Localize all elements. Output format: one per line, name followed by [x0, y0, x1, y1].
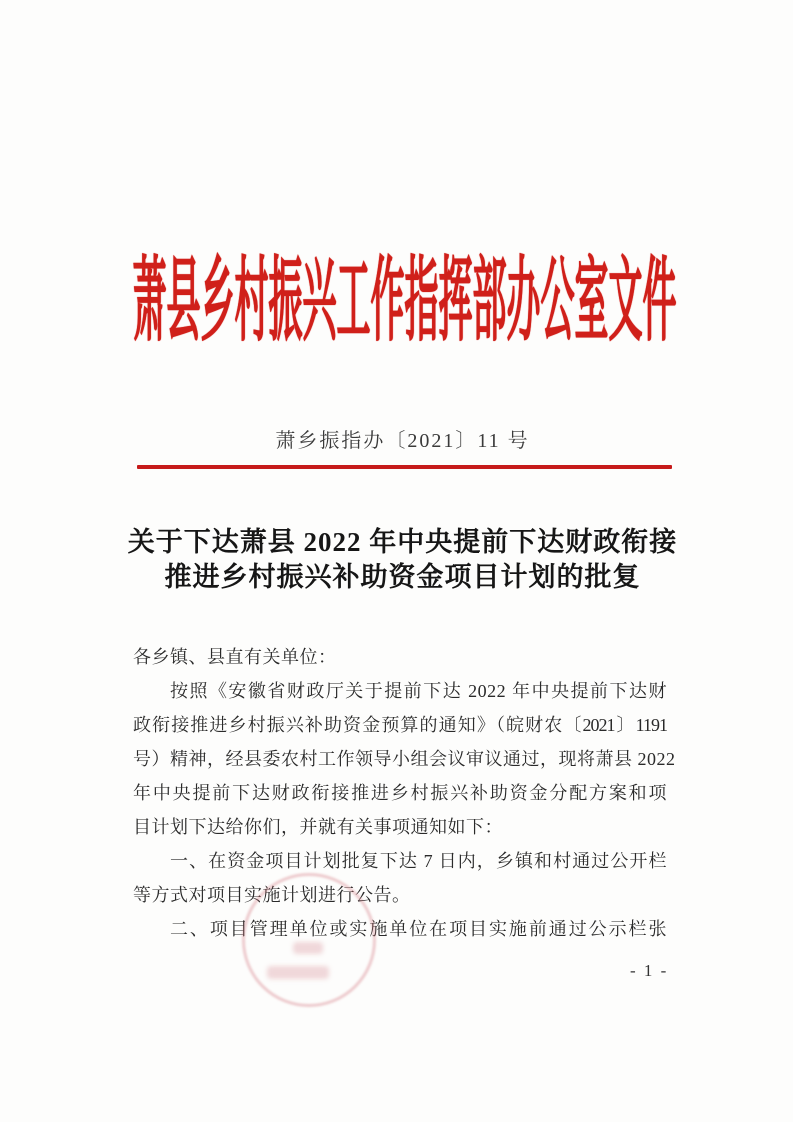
document-number: 萧乡振指办〔2021〕11 号 — [275, 430, 530, 452]
document-title — [0, 525, 793, 595]
faint-official-seal — [242, 873, 376, 1007]
body-line: 等方式对项目实施计划进行公告。 — [133, 885, 411, 905]
org-title-text: 萧县乡村振兴工作指挥部办公室文件 — [132, 253, 677, 354]
body-line: 年中央提前下达财政衔接推进乡村振兴补助资金分配方案和项 — [133, 783, 667, 803]
document-body — [133, 640, 676, 946]
document-title-line1: 关于下达萧县 2022 年中央提前下达财政衔接 — [127, 527, 678, 557]
red-header-masthead — [0, 253, 793, 354]
seal-smudge — [267, 966, 329, 979]
page-number: - 1 - — [630, 961, 669, 980]
red-divider-rule — [137, 465, 672, 469]
body-line: 二、项目管理单位或实施单位在项目实施前通过公示栏张 — [170, 919, 667, 939]
body-line: 一、在资金项目计划批复下达 7 日内，乡镇和村通过公开栏 — [170, 851, 667, 871]
body-salutation: 各乡镇、县直有关单位： — [133, 647, 337, 667]
body-line: 按照《安徽省财政厅关于提前下达 2022 年中央提前下达财 — [170, 681, 667, 701]
seal-smudge — [293, 942, 323, 954]
body-line: 政衔接推进乡村振兴补助资金预算的通知》（皖财农〔2021〕1191 — [133, 715, 667, 735]
document-title-line2: 推进乡村振兴补助资金项目计划的批复 — [164, 562, 641, 592]
body-line: 目计划下达给你们，并就有关事项通知如下： — [133, 817, 503, 837]
body-line: 号）精神，经县委农村工作领导小组会议审议通过，现将萧县 2022 — [133, 749, 676, 769]
